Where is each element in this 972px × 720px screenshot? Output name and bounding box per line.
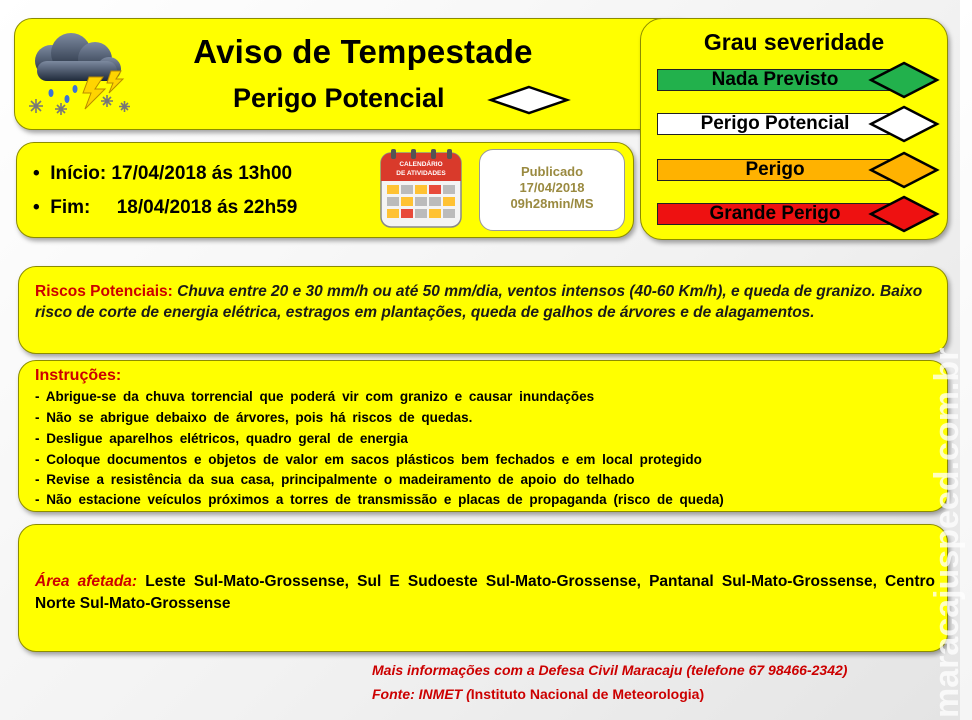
source-prefix: Fonte: INMET ( <box>372 686 471 702</box>
more-info-note: Mais informações com a Defesa Civil Maracaju (telefone 67 98466-2342) <box>372 662 848 678</box>
instruction-item: - Não estacione veículos próximos a torres de transmissão e placas de propaganda (risco de queda) <box>35 492 724 507</box>
watermark-text: maracajuspeed.com.br <box>928 347 966 718</box>
watermark <box>922 347 972 720</box>
calendar-icon <box>377 147 465 231</box>
published-date: 17/04/2018 <box>519 180 585 195</box>
affected-area-label: Área afetada: <box>35 573 138 590</box>
diamond-icon <box>869 195 939 233</box>
severity-label: Perigo Potencial <box>657 113 893 135</box>
severity-panel <box>640 18 948 240</box>
severity-row-great-danger <box>655 195 939 235</box>
instruction-item: - Abrigue-se da chuva torrencial que poderá vir com granizo e causar inundações <box>35 389 595 404</box>
severity-row-none <box>655 61 939 101</box>
severity-label: Nada Previsto <box>657 69 893 91</box>
instruction-item: - Coloque documentos e objetos de valor em sacos plásticos bem fechados e em local protegido <box>35 452 702 467</box>
source-name: Instituto Nacional de Meteorologia) <box>470 686 705 702</box>
affected-area-text <box>35 571 935 615</box>
instruction-item: - Revise a resistência da sua casa, principalmente o madeiramento de apoio do telhado <box>35 472 635 487</box>
diamond-icon <box>869 151 939 189</box>
severity-heading: Grau severidade <box>703 29 885 55</box>
dates-panel <box>16 142 634 238</box>
page-title: Aviso de Tempestade <box>193 33 533 70</box>
instructions-panel <box>18 360 948 512</box>
storm-cloud-icon <box>21 31 133 115</box>
risks-description: Chuva entre 20 e 30 mm/h ou até 50 mm/dia, ventos intensos (40-60 Km/h), e queda de granizo. Baixo risco de corte de energia elétrica, estragos em plantações, queda de galhos de árvores e de alagamentos. <box>35 283 923 321</box>
alert-level-title: Perigo Potencial <box>233 83 445 113</box>
severity-row-potential <box>655 105 939 145</box>
published-label: Publicado <box>520 164 584 179</box>
source-note <box>372 686 704 702</box>
severity-label: Grande Perigo <box>657 203 893 225</box>
diamond-icon <box>489 85 569 115</box>
instruction-item: - Não se abrigue debaixo de árvores, pois há riscos de quedas. <box>35 410 473 425</box>
instructions-heading: Instruções: <box>35 367 122 384</box>
published-info <box>479 149 625 231</box>
calendar-caption: DE ATIVIDADES <box>396 170 446 177</box>
severity-label: Perigo <box>657 159 893 181</box>
risks-label: Riscos Potenciais: <box>35 283 173 300</box>
affected-area-list: Leste Sul-Mato-Grossense, Sul E Sudoeste Sul-Mato-Grossense, Pantanal Sul-Mato-Grossense, Centro Norte Sul-Mato-Grossense <box>35 573 935 612</box>
title-panel <box>14 18 694 130</box>
risks-panel <box>18 266 948 354</box>
start-date: • Início: 17/04/2018 ás 13h00 <box>33 163 293 184</box>
diamond-icon <box>869 105 939 143</box>
instruction-item: - Desligue aparelhos elétricos, quadro geral de energia <box>35 431 408 446</box>
affected-area-panel <box>18 524 948 652</box>
severity-row-danger <box>655 151 939 191</box>
end-date: • Fim: 18/04/2018 ás 22h59 <box>33 197 298 218</box>
published-time: 09h28min/MS <box>510 196 594 211</box>
risks-text <box>35 281 935 323</box>
calendar-caption: CALENDÁRIO <box>399 161 443 168</box>
diamond-icon <box>869 61 939 99</box>
